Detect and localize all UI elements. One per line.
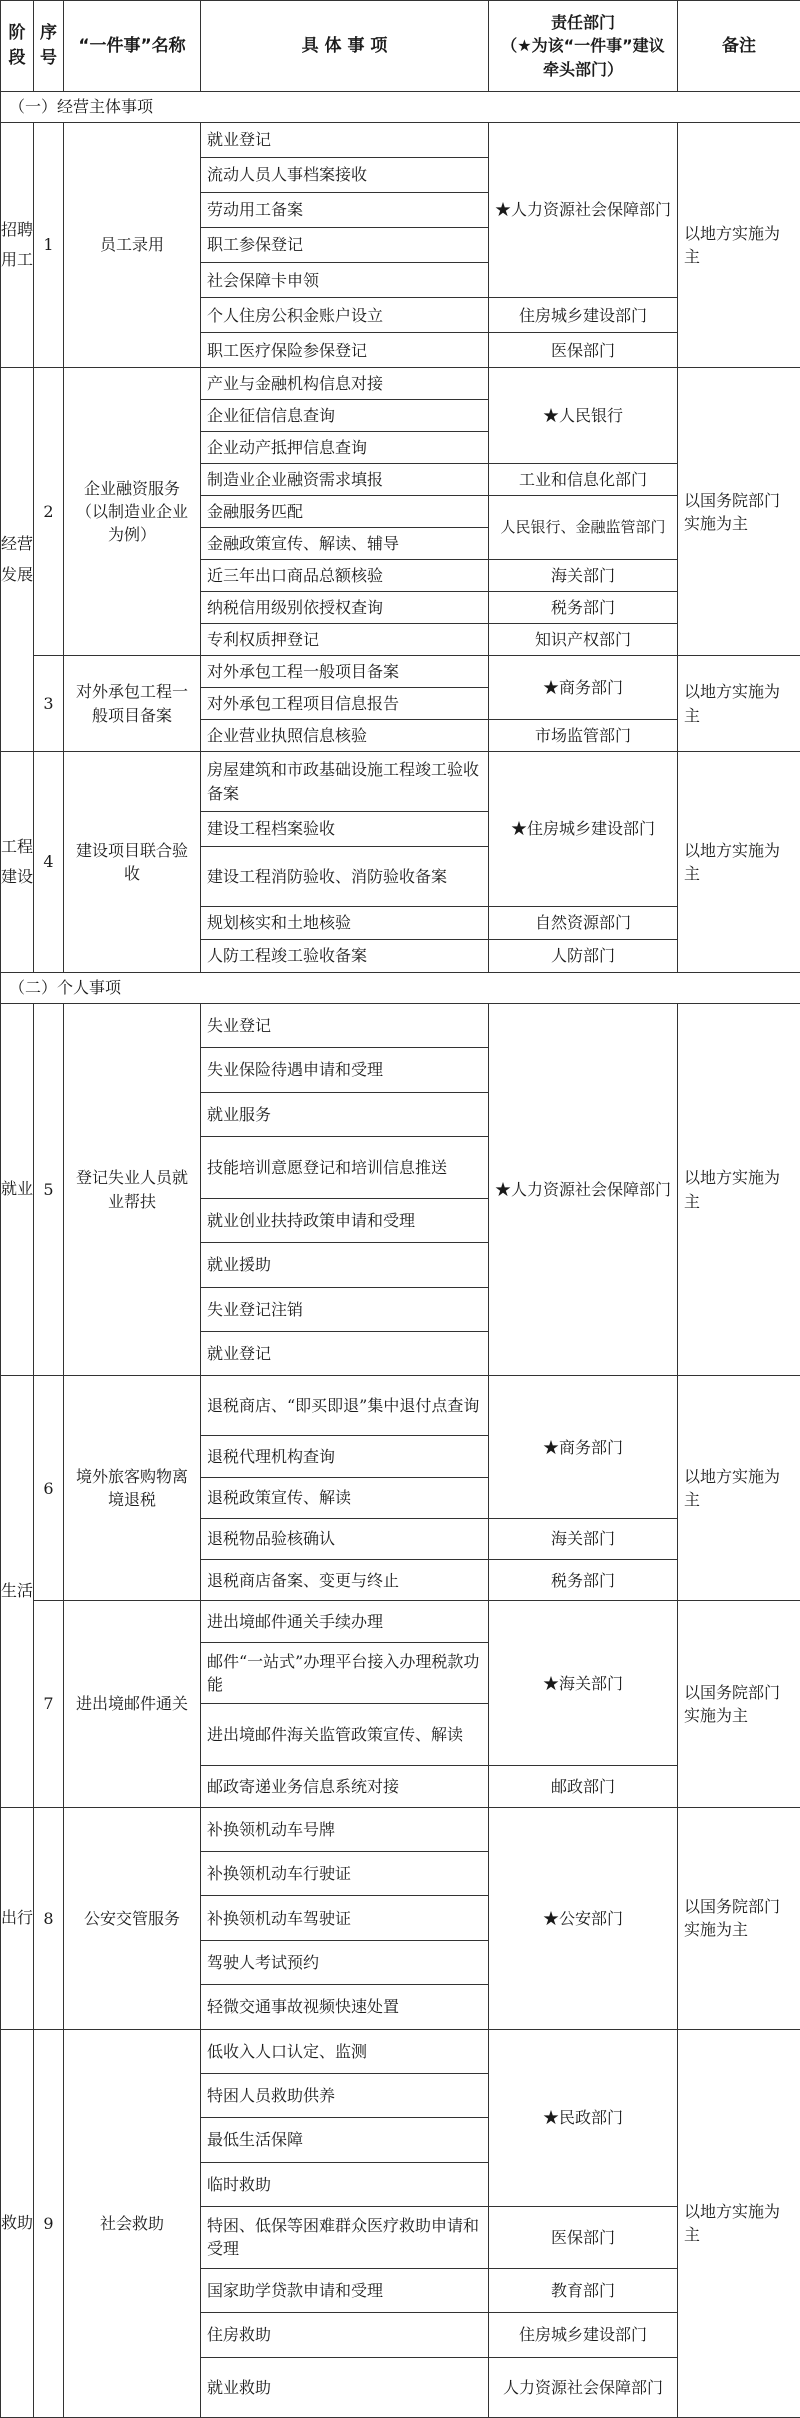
table-row <box>1 1807 800 1851</box>
item-cell: 企业征信信息查询 <box>201 400 489 432</box>
thing-name-cell: 建设项目联合验收 <box>64 752 201 973</box>
item-cell: 驾驶人考试预约 <box>201 1940 489 1984</box>
note-cell: 以国务院部门实施为主 <box>678 1807 800 2029</box>
header-note: 备注 <box>678 1 800 92</box>
dept-cell: 海关部门 <box>489 560 678 592</box>
note-cell: 以国务院部门实施为主 <box>678 1601 800 1807</box>
table-row <box>1 2029 800 2073</box>
header-stage: 阶段 <box>1 1 34 92</box>
thing-name-cell: 进出境邮件通关 <box>64 1601 201 1807</box>
item-cell: 劳动用工备案 <box>201 192 489 227</box>
thing-name-cell: 对外承包工程一般项目备案 <box>64 656 201 752</box>
dept-cell: ★人民银行 <box>489 368 678 464</box>
item-cell: 技能培训意愿登记和培训信息推送 <box>201 1137 489 1199</box>
dept-cell: 人民银行、金融监管部门 <box>489 496 678 560</box>
item-cell: 规划核实和土地核验 <box>201 906 489 939</box>
table-row <box>1 656 800 688</box>
table-header-row <box>1 1 800 92</box>
dept-cell: 教育部门 <box>489 2268 678 2312</box>
item-cell: 退税政策宣传、解读 <box>201 1477 489 1518</box>
stage-cell: 救助 <box>1 2029 34 2417</box>
note-cell: 以国务院部门实施为主 <box>678 368 800 656</box>
section-title: （一）经营主体事项 <box>1 91 800 122</box>
item-cell: 进出境邮件通关手续办理 <box>201 1601 489 1642</box>
thing-name-cell: 企业融资服务（以制造业企业为例） <box>64 368 201 656</box>
table-row <box>1 368 800 400</box>
dept-cell: ★商务部门 <box>489 656 678 720</box>
item-cell: 专利权质押登记 <box>201 624 489 656</box>
section-row <box>1 91 800 122</box>
item-cell: 就业登记 <box>201 122 489 157</box>
dept-cell: 税务部门 <box>489 592 678 624</box>
thing-name-cell: 境外旅客购物离境退税 <box>64 1376 201 1601</box>
dept-cell: 人力资源社会保障部门 <box>489 2357 678 2417</box>
seq-cell: 3 <box>34 656 64 752</box>
header-dept: 责任部门 （★为该“一件事”建议牵头部门） <box>489 1 678 92</box>
dept-cell: 住房城乡建设部门 <box>489 298 678 333</box>
seq-cell: 5 <box>34 1003 64 1376</box>
item-cell: 国家助学贷款申请和受理 <box>201 2268 489 2312</box>
section-title: （二）个人事项 <box>1 972 800 1003</box>
stage-cell: 生活 <box>1 1376 34 1807</box>
seq-cell: 4 <box>34 752 64 973</box>
seq-cell: 6 <box>34 1376 64 1601</box>
stage-cell: 工程建设 <box>1 752 34 973</box>
item-cell: 纳税信用级别依授权查询 <box>201 592 489 624</box>
dept-cell: 自然资源部门 <box>489 906 678 939</box>
dept-cell: 医保部门 <box>489 333 678 368</box>
thing-name-cell: 公安交管服务 <box>64 1807 201 2029</box>
note-cell: 以地方实施为主 <box>678 122 800 368</box>
item-cell: 企业营业执照信息核验 <box>201 720 489 752</box>
item-cell: 临时救助 <box>201 2162 489 2206</box>
thing-name-cell: 社会救助 <box>64 2029 201 2417</box>
item-cell: 特困人员救助供养 <box>201 2073 489 2117</box>
item-cell: 金融服务匹配 <box>201 496 489 528</box>
item-cell: 流动人员人事档案接收 <box>201 157 489 192</box>
header-seq: 序号 <box>34 1 64 92</box>
table-row <box>1 122 800 157</box>
item-cell: 退税代理机构查询 <box>201 1436 489 1477</box>
item-cell: 金融政策宣传、解读、辅导 <box>201 528 489 560</box>
item-cell: 退税商店备案、变更与终止 <box>201 1560 489 1601</box>
item-cell: 补换领机动车号牌 <box>201 1807 489 1851</box>
dept-cell: ★人力资源社会保障部门 <box>489 1003 678 1376</box>
seq-cell: 1 <box>34 122 64 368</box>
item-cell: 建设工程档案验收 <box>201 811 489 846</box>
dept-cell: 知识产权部门 <box>489 624 678 656</box>
seq-cell: 2 <box>34 368 64 656</box>
dept-cell: ★商务部门 <box>489 1376 678 1518</box>
item-cell: 对外承包工程项目信息报告 <box>201 688 489 720</box>
item-cell: 社会保障卡申领 <box>201 263 489 298</box>
dept-cell: 工业和信息化部门 <box>489 464 678 496</box>
item-cell: 轻微交通事故视频快速处置 <box>201 1985 489 2029</box>
item-cell: 就业服务 <box>201 1092 489 1136</box>
item-cell: 就业登记 <box>201 1332 489 1376</box>
item-cell: 对外承包工程一般项目备案 <box>201 656 489 688</box>
seq-cell: 7 <box>34 1601 64 1807</box>
item-cell: 退税商店、“即买即退”集中退付点查询 <box>201 1376 489 1436</box>
stage-cell: 经营发展 <box>1 368 34 752</box>
stage-cell: 出行 <box>1 1807 34 2029</box>
dept-cell: ★人力资源社会保障部门 <box>489 122 678 297</box>
item-cell: 个人住房公积金账户设立 <box>201 298 489 333</box>
dept-cell: ★公安部门 <box>489 1807 678 2029</box>
item-cell: 产业与金融机构信息对接 <box>201 368 489 400</box>
item-cell: 建设工程消防验收、消防验收备案 <box>201 847 489 907</box>
item-cell: 特困、低保等困难群众医疗救助申请和受理 <box>201 2207 489 2269</box>
item-cell: 近三年出口商品总额核验 <box>201 560 489 592</box>
header-items: 具 体 事 项 <box>201 1 489 92</box>
dept-cell: 海关部门 <box>489 1518 678 1559</box>
item-cell: 人防工程竣工验收备案 <box>201 939 489 972</box>
dept-cell: 市场监管部门 <box>489 720 678 752</box>
section-row <box>1 972 800 1003</box>
item-cell: 就业创业扶持政策申请和受理 <box>201 1198 489 1242</box>
seq-cell: 9 <box>34 2029 64 2417</box>
table-row <box>1 1376 800 1436</box>
dept-cell: 住房城乡建设部门 <box>489 2313 678 2357</box>
item-cell: 退税物品验核确认 <box>201 1518 489 1559</box>
item-cell: 就业救助 <box>201 2357 489 2417</box>
item-cell: 制造业企业融资需求填报 <box>201 464 489 496</box>
item-cell: 补换领机动车驾驶证 <box>201 1896 489 1940</box>
item-cell: 就业援助 <box>201 1243 489 1287</box>
dept-cell: 税务部门 <box>489 1560 678 1601</box>
item-cell: 最低生活保障 <box>201 2118 489 2162</box>
stage-cell: 就业 <box>1 1003 34 1376</box>
item-cell: 住房救助 <box>201 2313 489 2357</box>
item-cell: 补换领机动车行驶证 <box>201 1852 489 1896</box>
dept-cell: ★住房城乡建设部门 <box>489 752 678 907</box>
item-cell: 职工参保登记 <box>201 228 489 263</box>
dept-cell: 人防部门 <box>489 939 678 972</box>
item-cell: 失业保险待遇申请和受理 <box>201 1048 489 1092</box>
seq-cell: 8 <box>34 1807 64 2029</box>
table-row <box>1 1003 800 1047</box>
item-cell: 失业登记注销 <box>201 1287 489 1331</box>
item-cell: 进出境邮件海关监管政策宣传、解读 <box>201 1704 489 1766</box>
stage-cell: 招聘用工 <box>1 122 34 368</box>
item-cell: 职工医疗保险参保登记 <box>201 333 489 368</box>
thing-name-cell: 员工录用 <box>64 122 201 368</box>
header-name: “一件事”名称 <box>64 1 201 92</box>
table-row <box>1 1601 800 1642</box>
item-cell: 房屋建筑和市政基础设施工程竣工验收备案 <box>201 752 489 812</box>
item-cell: 低收入人口认定、监测 <box>201 2029 489 2073</box>
item-cell: 邮件“一站式”办理平台接入办理税款功能 <box>201 1642 489 1704</box>
note-cell: 以地方实施为主 <box>678 2029 800 2417</box>
dept-cell: 邮政部门 <box>489 1766 678 1807</box>
dept-cell: 医保部门 <box>489 2207 678 2269</box>
dept-cell: ★民政部门 <box>489 2029 678 2207</box>
table-row <box>1 752 800 812</box>
note-cell: 以地方实施为主 <box>678 752 800 973</box>
dept-cell: ★海关部门 <box>489 1601 678 1766</box>
note-cell: 以地方实施为主 <box>678 1003 800 1376</box>
thing-name-cell: 登记失业人员就业帮扶 <box>64 1003 201 1376</box>
item-cell: 企业动产抵押信息查询 <box>201 432 489 464</box>
note-cell: 以地方实施为主 <box>678 1376 800 1601</box>
item-cell: 邮政寄递业务信息系统对接 <box>201 1766 489 1807</box>
item-cell: 失业登记 <box>201 1003 489 1047</box>
note-cell: 以地方实施为主 <box>678 656 800 752</box>
